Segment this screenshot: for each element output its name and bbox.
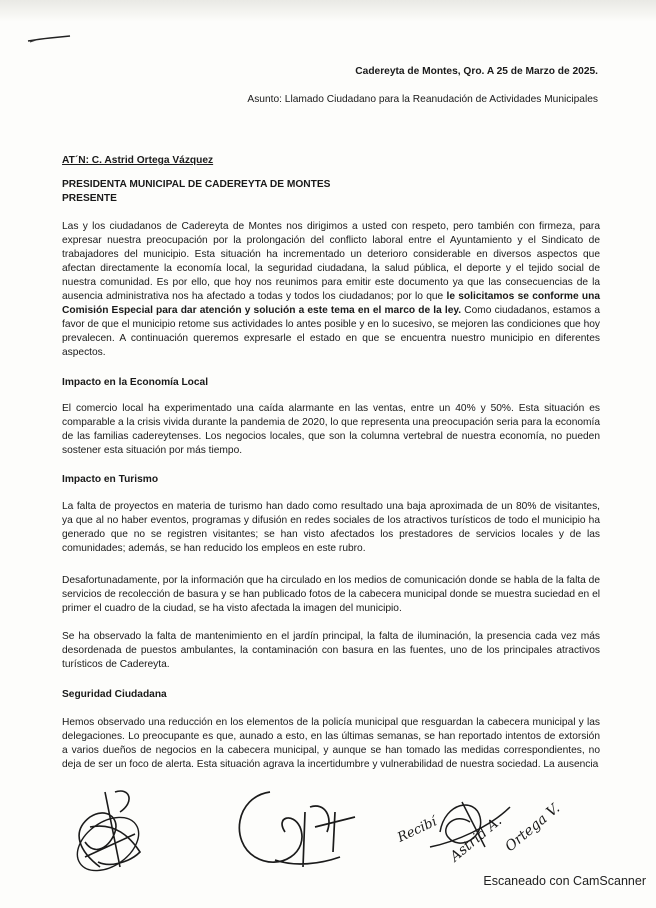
recipient-att bbox=[62, 150, 600, 168]
intro-text-2: Como ciudadanos, estamos a favor de que el municipio retome sus actividades lo antes posible y en lo sucesivo, se mejoren las condiciones que hoy prevalecen. A continuación queremos expresarle el estado en que se encuentra nuestro municipio en diferentes aspectos. bbox=[62, 305, 600, 358]
pen-stroke-mark bbox=[26, 34, 72, 44]
signature-1 bbox=[60, 772, 180, 882]
seguridad-paragraph: Hemos observado una reducción en los elementos de la policía municipal que resguardan la cabecera municipal y las delegaciones. Lo preocupante es que, aunado a esto, en las últimas semanas, se han reportado intentos de extorsión a varios dueños de negocios en la cabecera municipal, y aunque se han tomado las medidas correspondientes, no deja de ser un foco de alerta. Esta situación agrava la incertidumbre y vulnerabilidad de nuestra sociedad. La ausencia bbox=[62, 717, 600, 770]
recipient-presente: PRESENTE bbox=[62, 193, 117, 204]
svg-text:Ortega V.: Ortega V. bbox=[502, 800, 564, 856]
seguridad-heading: Seguridad Ciudadana bbox=[62, 689, 167, 700]
turismo-heading: Impacto en Turismo bbox=[62, 474, 159, 485]
economia-paragraph: El comercio local ha experimentado una caída alarmante en las ventas, entre un 40% y 50%. Esta situación es comparable a la crisis vivida durante la pandemia de 2020, lo que representa una preocupación seria para la economía de las familias cadereytenses. Los negocios locales, que son la columna vertebral de nuestra economía, no pueden sostener esta situación por más tiempo. bbox=[62, 403, 601, 456]
svg-text:Recibí: Recibí bbox=[395, 814, 440, 846]
signature-3 bbox=[395, 772, 620, 882]
signature-2 bbox=[215, 772, 365, 882]
place-date: Cadereyta de Montes, Qro. A 25 de Marzo de 2025. bbox=[355, 66, 598, 77]
intro-text-1: Las y los ciudadanos de Cadereyta de Montes nos dirigimos a usted con respeto, pero también con firmeza, para expresar nuestra preocupación por la prolongación del conflicto laboral entre el Ayuntamiento y el Sindicato de trabajadores del municipio. Esta situación ha incrementado un deterioro considerable en diversos aspectos que afectan directamente la economía local, la seguridad ciudadana, la salud pública, el deporte y el tejido social de nuestra comunidad. Es por ello, que hoy nos reunimos para emitir este documento ya que las consecuencias de la ausencia administrativa nos ha afectado a todas y todos los ciudadanos; por lo que bbox=[62, 221, 600, 302]
scan-shadow bbox=[0, 0, 656, 22]
camscanner-watermark: Escaneado con CamScanner bbox=[483, 874, 646, 888]
intro-paragraph bbox=[62, 220, 600, 360]
economia-heading: Impacto en la Economía Local bbox=[62, 377, 209, 388]
turismo-body-2 bbox=[62, 574, 600, 616]
turismo-body-1 bbox=[62, 500, 600, 556]
economia-body bbox=[62, 402, 600, 458]
section-seguridad bbox=[62, 688, 600, 702]
turismo-paragraph-2: Desafortunadamente, por la información que ha circulado en los medios de comunicación donde se habla de la falta de servicios de recolección de basura y se han publicado fotos de la cabecera municipal donde se muestra suciedad en el primer el cuadro de la ciudad, se ha visto afectada la imagen del municipio. bbox=[62, 575, 601, 614]
turismo-paragraph-1: La falta de proyectos en materia de turismo han dado como resultado una baja aproximada de un 80% de visitantes, ya que al no haber eventos, programas y difusión en redes sociales de los atractivos turísticos de todo el municipio ha generado que no se registren visitantes; se han visto afectados los prestadores de servicios locales y de las comunidades; además, se han reducido los empleos en este rubro. bbox=[62, 501, 600, 554]
section-economia bbox=[62, 376, 600, 390]
section-turismo bbox=[62, 473, 600, 487]
svg-text:Astrid A.: Astrid A. bbox=[447, 812, 506, 866]
subject-line: Asunto: Llamado Ciudadano para la Reanudación de Actividades Municipales bbox=[247, 94, 598, 105]
seguridad-body bbox=[62, 716, 600, 772]
signatures-area bbox=[60, 772, 620, 882]
recipient-title: PRESIDENTA MUNICIPAL DE CADEREYTA DE MONTES bbox=[62, 179, 331, 190]
turismo-body-3 bbox=[62, 630, 600, 672]
recipient-block bbox=[62, 178, 600, 206]
intro-request-bold: le solicitamos se conforme una Comisión Especial para dar atención y solución a este tema en el marco de la ley. bbox=[62, 291, 600, 316]
turismo-paragraph-3: Se ha observado la falta de mantenimiento en el jardín principal, la falta de iluminación, la presencia cada vez más desordenada de puestos ambulantes, la contaminación con basura en las fuentes, uno de los principales atractivos turísticos de Cadereyta. bbox=[62, 631, 600, 670]
att-line: AT´N: C. Astrid Ortega Vázquez bbox=[62, 155, 214, 166]
